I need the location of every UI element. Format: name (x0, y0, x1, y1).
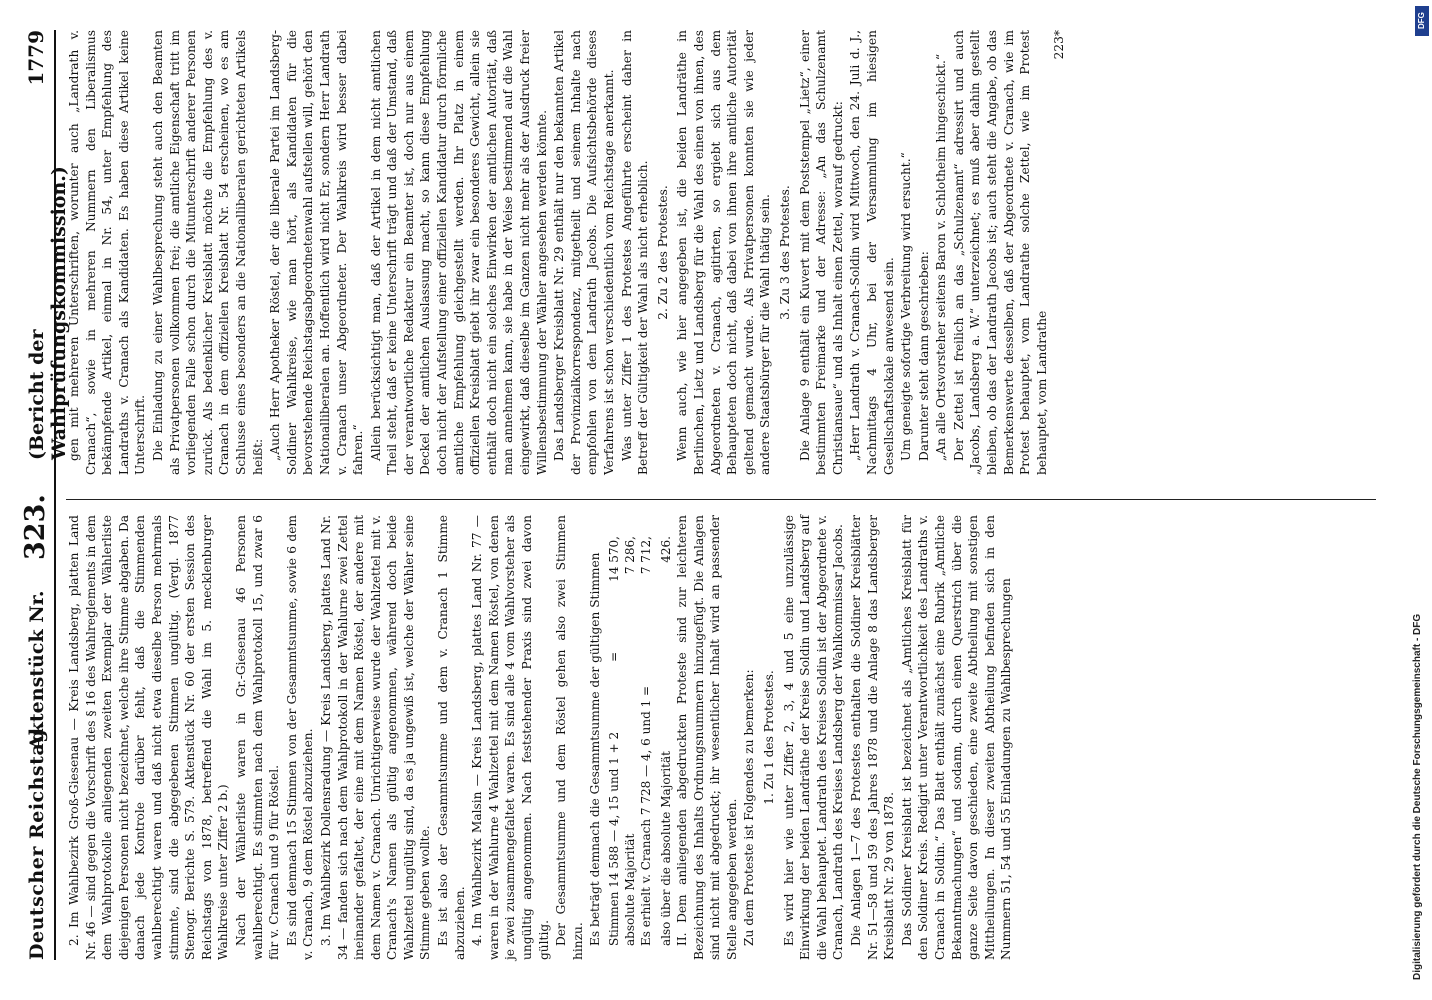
section-heading: 3. Zu 3 des Protestes. (777, 185, 792, 320)
quote: „Auch Herr Apotheker Röstel, der die liberale Partei im Landsberg-Soldiner Wahlkreise, wie man hört, als Kandidaten für die bevorstehende Reichstagsabgeordnetenwahl aufstellen will, gehört den Nationalliberalen an. Hoffentlich wird nicht Er, sondern Herr Landrath v. Cranach unser Abgeordneter. Der Wahlkreis wird besser dabei fahren.“ (268, 30, 366, 475)
tally-label: Stimmen 14 588 — 4, 15 und 1 + 2 (607, 731, 621, 946)
section-heading: 1. Zu 1 des Protestes. (761, 670, 776, 805)
paragraph: Zu dem Proteste ist Folgendes zu bemerken: (742, 669, 757, 946)
page-number: 1779 (24, 30, 48, 86)
section-heading: 2. Zu 2 des Protestes. (655, 185, 670, 320)
tally-label: Es erhielt v. Cranach 7 728 — 4, 6 und 1 = (639, 685, 653, 946)
tally-value: 426. (659, 536, 673, 563)
paragraph: Das Soldiner Kreisblatt ist bezeichnet als „Amtliches Kreisblatt für den Soldiner Kreis. Redigirt unter Verantwortlichkeit des Landraths v. Cranach in Soldin.“ Das Blatt enthält zunächst eine Rubrik „Amtliche Bekanntmachungen“ und sodann, durch einen Querstrich über die ganze Seite davon geschieden, eine zweite Abtheilung mit sonstigen Mittheilungen. In dieser zweiten Abtheilung befinden sich in den Nummern 51, 54 und 55 Einladungen zu Wahlbesprechungen (899, 515, 1014, 960)
tally-value: 7 286, (623, 536, 637, 575)
paragraph: Allein berücksichtigt man, daß der Artikel in dem nicht amtlichen Theil steht, daß er keine Unterschrift trägt und daß der Umstand, daß der verantwortliche Redakteur ein Beamter ist, doch nur aus einem Deckel der amtlichen Auslassung macht, so kann diese Empfehlung doch nicht der Aufstellung einer offiziellen Kandidatur durch förmliche amtliche Empfehlung gleichgestellt werden. Ihr Platz in einem offiziellen Kreisblatt giebt ihr zwar ein besonderes Gewicht, allein sie enthält doch nicht ein solches Einwirken der amtlichen Autorität, daß man annehmen kann, sie habe in der Weise bestimmend auf die Wahl eingewirkt, daß dieselbe im Ganzen nicht mehr als der Ausdruck freier Willensbestimmung der Wähler angesehen werden könnte. (368, 30, 549, 475)
paragraph: Die Einladung zu einer Wahlbesprechung steht auch den Beamten als Privatpersonen vollkommen frei; die amtliche Eigenschaft tritt im vorliegenden Falle schon durch die Mitunterschrift anderer Personen zurück. Als bedenklicher Kreisblatt möchte die Empfehlung des v. Cranach in dem offiziellen Kreisblatt Nr. 54 erscheinen, wo es am Schlusse eines besonders an die Nationalliberalen gerichteten Artikels heißt: (150, 30, 265, 475)
paragraph: 2. Im Wahlbezirk Groß-Giesenau — Kreis Landsberg, platten Land Nr. 46 — sind gegen die Vorschrift des § 16 des Wahlreglements in dem dem Wahlprotokolle anliegenden zweiten Exemplar der Wählerliste diejenigen Personen nicht bezeichnet, welche ihre Stimme abgaben. Da danach jede Kontrole darüber fehlt, daß die Stimmenden wahlberechtigt waren und daß nicht etwa dieselbe Person mehrmals stimmte, sind die abgegebenen Stimmen ungültig. (Vergl. 1877 Stenogr. Berichte S. 579. Aktenstück Nr. 60 der ersten Session des Reichstags von 1878, betreffend die Wahl im 5. mecklenburger Wahlkreise unter Ziffer 2 b.) (67, 515, 231, 960)
tally-row (606, 536, 622, 946)
signature-mark: 223* (1052, 30, 1067, 60)
page-header (20, 30, 70, 960)
right-column (66, 30, 1386, 475)
vote-tally-table (606, 536, 654, 946)
header-doc-number: 323. (20, 494, 51, 560)
paragraph: 4. Im Wahlbezirk Malsin — Kreis Landsberg, plattes Land Nr. 77 — waren in der Wahlurne 4 Wahlzettel mit dem Namen Röstel, von denen je zwei zusammengefaltet waren. Es sind alle 4 vom Wahlvorsteher als ungültig angenommen. Nach feststehender Praxis sind zwei davon gültig. (470, 515, 551, 960)
paragraph: II. Dem anliegenden abgedruckten Proteste sind zur leichteren Bezeichnung des Inhalts Ordnungsnummern hinzugefügt. Die Anlagen sind nicht mit abgedruckt; ihr wesentlicher Inhalt wird an passender Stelle angegeben werden. (675, 515, 739, 960)
paragraph: Wenn auch, wie hier angegeben ist, die beiden Landräthe in Berlinchen, Lietz und Landsberg für die Wahl des einen von ihnen, des Abgeordneten v. Cranach, agitirten, so ergiebt sich aus dem Behaupteten doch nicht, daß dabei von ihnen ihre amtliche Autorität geltend gemacht wurde. Als Privatpersonen konnten sie wie jeder andere Staatsbürger für die Wahl thätig sein. (675, 30, 773, 475)
tally-label: absolute Majorität (623, 833, 637, 946)
header-right: (Bericht der Wahlprüfungskommission.) (26, 166, 70, 460)
paragraph: Es wird hier wie unter Ziffer 2, 3, 4 und 5 eine unzulässige Einwirkung der beiden Landräthe der Kreise Soldin und Landsberg auf die Wahl behauptet. Landrath des Kreises Soldin ist der Abgeordnete v. Cranach, Landrath des Kreises Landsberg der Wahlkommissar Jacobs. (781, 515, 846, 960)
quote: Um geneigte sofortige Verbreitung wird ersucht.“ (899, 152, 914, 461)
paragraph: Es beträgt demnach die Gesammtsumme der gültigen Stimmen (588, 552, 603, 946)
paragraph: Was unter Ziffer 1 des Protestes Angeführte erscheint daher in Betreff der Gültigkeit der Wahl als nicht erheblich. (619, 30, 651, 475)
paragraph: Die Anlagen 1—7 des Protestes enthalten die Soldiner Kreisblätter Nr. 51—58 und 59 des Jahres 1878 und die Anlage 8 das Landsberger Kreisblatt Nr. 29 von 1878. (848, 515, 897, 960)
quote: „Herr Landrath v. Cranach-Soldin wird Mittwoch, den 24. Juli d. J., Nachmittags 4 Uhr, bei der Versammlung im hiesigen Gesellschaftslokale anwesend sein. (848, 30, 896, 475)
paragraph: gen mit mehreren Unterschriften, worunter auch „Landrath v. Cranach“, sowie in mehreren Nummern den Liberalismus bekämpfende Artikel, einmal in Nr. 54, unter Empfehlung des Landraths v. Cranach als Kandidaten. Es haben diese Artikel keine Unterschrift. (67, 30, 148, 475)
tally-row (638, 536, 654, 946)
left-column (66, 515, 1386, 960)
tally-value: 7 712, (639, 536, 653, 575)
tally-label: also über die absolute Majorität (659, 751, 673, 946)
dfg-logo: DFG (1415, 6, 1429, 36)
paragraph: Das Landsberger Kreisblatt Nr. 29 enthält nur den bekannten Artikel der Provinzialkorrespondenz, mitgetheilt und seinem Inhalte nach empfohlen von dem Landrath Jacobs. Die Aufsichtsbehörde dieses Verfahrens ist schon verschiedentlich vom Reichstage anerkannt. (552, 30, 616, 475)
paragraph: Nach der Wählerliste waren in Gr.-Giesenau 46 Personen wahlberechtigt. Es stimmten nach dem Wahlprotokoll 15, und zwar 6 für v. Cranach und 9 für Röstel. (233, 515, 282, 960)
paragraph: Der Zettel ist freilich an das „Schulzenamt“ adressirt und auch „Jacobs, Landsberg a. W.“ unterzeichnet; es muß aber dahin gestellt bleiben, ob das der Landrath Jacobs ist; auch steht die Angabe, ob das Bemerkenswerte desselben, daß der Abgeordnete v. Cranach, wie im Protest behauptet, vom Landrathe solche Zettel, wie im Protest behauptet, vom Landrathe (951, 30, 1049, 475)
tally-row (658, 536, 674, 946)
dfg-stamp (1412, 0, 1430, 1000)
column-divider (66, 499, 1376, 500)
paragraph: 3. Im Wahlbezirk Dollensradung — Kreis Landsberg, plattes Land Nr. 34 — fanden sich nach dem Wahlprotokoll in der Wahlurne zwei Zettel ineinander gefaltet, der eine mit dem Namen Röstel, der andere mit dem Namen v. Cranach. Unrichtigerweise wurde der Wahlzettel mit v. Cranach's Namen als gültig angenommen, während doch beide Wahlzettel ungültig sind, da es ja ungewiß ist, welche der Wähler seine Stimme geben wollte. (318, 515, 433, 960)
header-left: Deutscher Reichstag. (26, 721, 48, 960)
tally-row (622, 536, 638, 946)
paragraph: Darunter steht dann geschrieben: (916, 251, 931, 461)
tally-eq: = (607, 651, 621, 662)
quote: „An alle Ortsvorsteher seitens Baron v. Schlotheim hingeschickt.“ (934, 53, 949, 461)
paragraph: Der Gesammtsumme und dem Röstel gehen also zwei Stimmen hinzu. (554, 515, 585, 960)
paragraph: Es ist also der Gesammtsumme und dem v. Cranach 1 Stimme abzuziehen. (436, 515, 467, 960)
stamp-text: Digitalisierung gefördert durch die Deutsche Forschungsgemeinschaft - DFG (1412, 613, 1423, 980)
header-doc-label: Aktenstück Nr. (26, 590, 48, 750)
paragraph: Die Anlage 9 enthält ein Kuvert mit dem Poststempel „Lietz“, einer bestimmten Freimarke und der Adresse: „An das Schulzenamt Christiansaue“ und als Inhalt einen Zettel, worauf gedruckt: (797, 30, 845, 475)
tally-value: 14 570, (607, 536, 621, 582)
paragraph: Es sind demnach 15 Stimmen von der Gesammtsumme, sowie 6 dem v. Cranach, 9 dem Röstel abzuziehen. (284, 515, 316, 960)
